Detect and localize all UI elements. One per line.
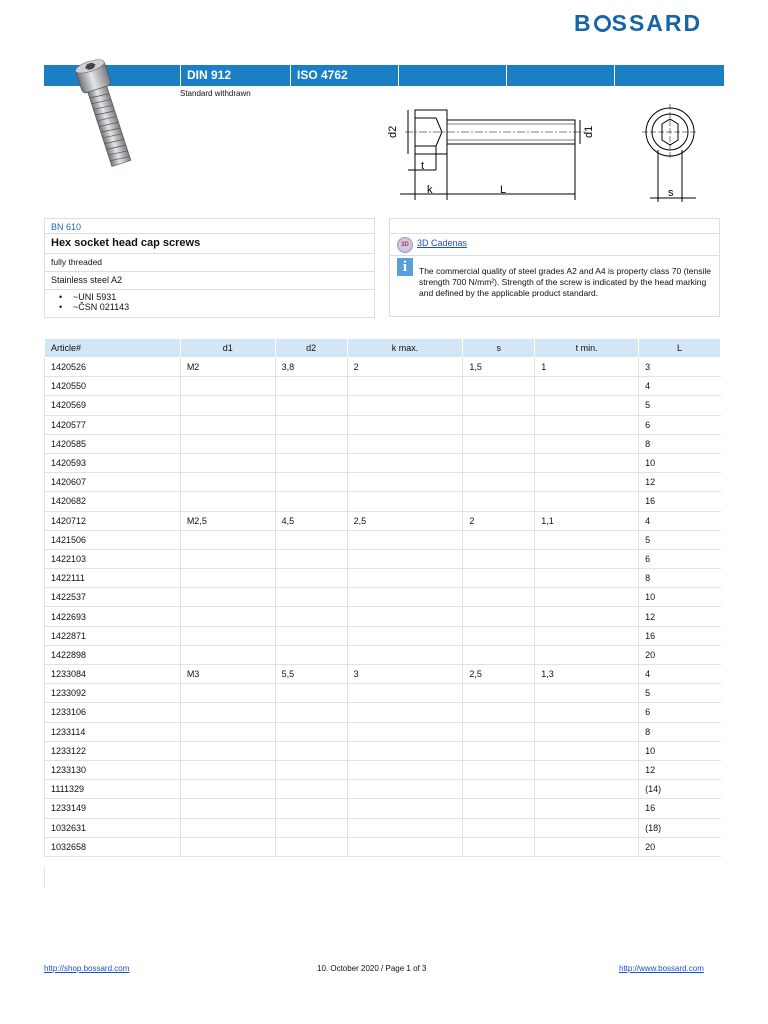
cell-d2 — [275, 626, 347, 645]
bn-number: BN 610 — [44, 218, 375, 234]
cell-L: 8 — [639, 569, 721, 588]
cell-d1: M2,5 — [180, 511, 275, 530]
table-tail — [44, 867, 45, 887]
cell-article: 1233149 — [45, 799, 181, 818]
cell-d2: 5,5 — [275, 665, 347, 684]
cell-article: 1420569 — [45, 396, 181, 415]
cell-d1 — [180, 377, 275, 396]
cell-d2 — [275, 684, 347, 703]
table-row — [45, 684, 721, 703]
table-row — [45, 569, 721, 588]
cell-L: 16 — [639, 799, 721, 818]
cell-s — [463, 703, 535, 722]
cell-k — [347, 569, 463, 588]
cell-L: 10 — [639, 453, 721, 472]
cell-d1: M3 — [180, 665, 275, 684]
cell-t — [535, 837, 639, 856]
cell-t: 1,3 — [535, 665, 639, 684]
cell-t — [535, 530, 639, 549]
col-header-s: s — [463, 339, 535, 358]
technical-drawing — [380, 100, 710, 206]
cell-article: 1111329 — [45, 780, 181, 799]
col-header-k: k max. — [347, 339, 463, 358]
material: Stainless steel A2 — [44, 272, 375, 290]
cell-L: (18) — [639, 818, 721, 837]
cell-k — [347, 780, 463, 799]
cell-s — [463, 741, 535, 760]
cell-L: 4 — [639, 665, 721, 684]
table-row — [45, 511, 721, 530]
cell-k — [347, 645, 463, 664]
cell-d1 — [180, 741, 275, 760]
cell-k: 2 — [347, 358, 463, 377]
cell-L: 8 — [639, 434, 721, 453]
cell-d1 — [180, 569, 275, 588]
empty-cell-3 — [614, 65, 724, 86]
cell-article: 1421506 — [45, 530, 181, 549]
cell-L: 5 — [639, 684, 721, 703]
table-row — [45, 358, 721, 377]
cell-s — [463, 588, 535, 607]
din-cell: DIN 912 — [180, 65, 290, 86]
table-row — [45, 588, 721, 607]
table-row — [45, 492, 721, 511]
cell-article: 1422871 — [45, 626, 181, 645]
article-table — [44, 338, 721, 857]
col-header-t: t min. — [535, 339, 639, 358]
cell-d1 — [180, 530, 275, 549]
cell-d1 — [180, 760, 275, 779]
shop-link[interactable]: http://shop.bossard.com — [44, 964, 130, 973]
cell-L: 8 — [639, 722, 721, 741]
cell-t — [535, 645, 639, 664]
cell-t — [535, 818, 639, 837]
cell-s — [463, 684, 535, 703]
table-row — [45, 799, 721, 818]
cell-d1 — [180, 453, 275, 472]
cell-s — [463, 434, 535, 453]
cell-L: 4 — [639, 511, 721, 530]
cell-d1 — [180, 626, 275, 645]
table-row — [45, 626, 721, 645]
cell-s — [463, 780, 535, 799]
cell-k — [347, 703, 463, 722]
cadenas-row — [389, 234, 720, 256]
cell-article: 1032658 — [45, 837, 181, 856]
website-link[interactable]: http://www.bossard.com — [619, 964, 704, 973]
table-row — [45, 645, 721, 664]
table-body — [45, 358, 721, 857]
cell-s — [463, 569, 535, 588]
cell-L: 20 — [639, 645, 721, 664]
cell-k — [347, 434, 463, 453]
cell-d1 — [180, 607, 275, 626]
cell-d2: 3,8 — [275, 358, 347, 377]
cell-t — [535, 780, 639, 799]
cell-d2 — [275, 434, 347, 453]
cell-d1 — [180, 780, 275, 799]
cell-d2 — [275, 588, 347, 607]
cell-article: 1420526 — [45, 358, 181, 377]
cell-s — [463, 492, 535, 511]
cell-d2 — [275, 396, 347, 415]
cell-d2 — [275, 722, 347, 741]
cell-t — [535, 415, 639, 434]
table-row — [45, 434, 721, 453]
cell-article: 1233122 — [45, 741, 181, 760]
cell-s — [463, 626, 535, 645]
cell-k — [347, 799, 463, 818]
cell-s — [463, 377, 535, 396]
table-row — [45, 415, 721, 434]
cell-s — [463, 530, 535, 549]
cell-s: 1,5 — [463, 358, 535, 377]
cell-article: 1422111 — [45, 569, 181, 588]
cell-s — [463, 818, 535, 837]
cell-L: 12 — [639, 473, 721, 492]
cell-s — [463, 722, 535, 741]
cell-L: 6 — [639, 549, 721, 568]
cell-d2 — [275, 741, 347, 760]
cell-k — [347, 741, 463, 760]
cell-t — [535, 607, 639, 626]
cell-k — [347, 684, 463, 703]
info-icon: i — [397, 258, 413, 276]
cell-d2 — [275, 780, 347, 799]
norm-item: • ~UNI 5931 — [51, 292, 368, 302]
cell-d2 — [275, 492, 347, 511]
cell-t — [535, 588, 639, 607]
cell-k — [347, 530, 463, 549]
norm-item: • ~ČSN 021143 — [51, 302, 368, 312]
cell-article: 1233092 — [45, 684, 181, 703]
table-row — [45, 741, 721, 760]
cadenas-3d-icon[interactable]: 3D — [397, 237, 413, 253]
cell-t — [535, 684, 639, 703]
cell-L: 6 — [639, 703, 721, 722]
cell-d1: M2 — [180, 358, 275, 377]
cell-article: 1233106 — [45, 703, 181, 722]
cell-article: 1422693 — [45, 607, 181, 626]
cell-article: 1420550 — [45, 377, 181, 396]
cell-s — [463, 760, 535, 779]
cell-L: 5 — [639, 530, 721, 549]
info-text: The commercial quality of steel grades A2 and A4 is property class 70 (tensile strength 700 N/mm²). Strength of the screw is indicated by the head marking and defined by the applicable product standard. — [419, 266, 711, 298]
cell-d1 — [180, 492, 275, 511]
cell-t — [535, 722, 639, 741]
cell-t: 1 — [535, 358, 639, 377]
cell-d2 — [275, 837, 347, 856]
cell-s — [463, 473, 535, 492]
cell-d2 — [275, 818, 347, 837]
info-row — [389, 256, 720, 317]
table-row — [45, 607, 721, 626]
thread-type: fully threaded — [44, 254, 375, 272]
cell-L: 16 — [639, 626, 721, 645]
bossard-logo: B SSARD — [574, 10, 703, 36]
cell-s — [463, 453, 535, 472]
cell-d2 — [275, 549, 347, 568]
cell-d2 — [275, 473, 347, 492]
table-row — [45, 665, 721, 684]
cell-d2 — [275, 377, 347, 396]
cell-t — [535, 799, 639, 818]
cell-d1 — [180, 722, 275, 741]
cell-L: 4 — [639, 377, 721, 396]
cell-t — [535, 396, 639, 415]
cell-k — [347, 415, 463, 434]
cell-d1 — [180, 396, 275, 415]
cell-d1 — [180, 837, 275, 856]
cell-t — [535, 569, 639, 588]
table-row — [45, 473, 721, 492]
cell-L: 6 — [639, 415, 721, 434]
cell-s: 2,5 — [463, 665, 535, 684]
cadenas-link[interactable]: 3D Cadenas — [417, 238, 468, 248]
cell-k — [347, 760, 463, 779]
cell-d2 — [275, 799, 347, 818]
cell-t — [535, 626, 639, 645]
cell-L: 20 — [639, 837, 721, 856]
cell-k — [347, 626, 463, 645]
col-header-d1: d1 — [180, 339, 275, 358]
cell-d1 — [180, 645, 275, 664]
screw-photo — [60, 56, 150, 171]
col-header-L: L — [639, 339, 721, 358]
cell-L: 10 — [639, 741, 721, 760]
cell-s: 2 — [463, 511, 535, 530]
footer-right — [619, 964, 704, 973]
cell-k — [347, 588, 463, 607]
cell-s — [463, 415, 535, 434]
cell-t — [535, 492, 639, 511]
d1-label: d1 — [583, 125, 595, 138]
cell-L: 10 — [639, 588, 721, 607]
cell-d1 — [180, 684, 275, 703]
cell-article: 1420577 — [45, 415, 181, 434]
cell-s — [463, 799, 535, 818]
cell-article: 1233084 — [45, 665, 181, 684]
cell-article: 1422537 — [45, 588, 181, 607]
cell-d2 — [275, 530, 347, 549]
cell-d2 — [275, 453, 347, 472]
cell-L: 12 — [639, 607, 721, 626]
cell-d1 — [180, 473, 275, 492]
standard-withdrawn-note: Standard withdrawn — [180, 89, 251, 98]
L-label: L — [500, 184, 507, 196]
cell-article: 1233114 — [45, 722, 181, 741]
cell-t — [535, 377, 639, 396]
cell-article: 1420593 — [45, 453, 181, 472]
cell-d1 — [180, 434, 275, 453]
cell-s — [463, 549, 535, 568]
cell-d2: 4,5 — [275, 511, 347, 530]
cell-d2 — [275, 645, 347, 664]
table-row — [45, 837, 721, 856]
cell-d1 — [180, 818, 275, 837]
cell-article: 1422103 — [45, 549, 181, 568]
cell-k — [347, 473, 463, 492]
cell-d1 — [180, 588, 275, 607]
cell-t — [535, 453, 639, 472]
cell-d1 — [180, 799, 275, 818]
col-header-article: Article# — [45, 339, 181, 358]
cell-k — [347, 492, 463, 511]
cell-d1 — [180, 415, 275, 434]
table-row — [45, 453, 721, 472]
cell-d2 — [275, 607, 347, 626]
table-row — [45, 780, 721, 799]
cell-L: (14) — [639, 780, 721, 799]
table-row — [45, 818, 721, 837]
empty-cell-1 — [398, 65, 506, 86]
cell-s — [463, 607, 535, 626]
cell-d2 — [275, 703, 347, 722]
cell-t — [535, 703, 639, 722]
cell-k — [347, 377, 463, 396]
cell-article: 1420607 — [45, 473, 181, 492]
cell-article: 1422898 — [45, 645, 181, 664]
table-row — [45, 396, 721, 415]
cell-L: 5 — [639, 396, 721, 415]
cell-article: 1420682 — [45, 492, 181, 511]
cell-s — [463, 645, 535, 664]
table-row — [45, 703, 721, 722]
iso-cell: ISO 4762 — [290, 65, 398, 86]
cell-s — [463, 396, 535, 415]
cell-t — [535, 549, 639, 568]
cell-t — [535, 434, 639, 453]
cell-d2 — [275, 569, 347, 588]
cell-k — [347, 396, 463, 415]
cell-d1 — [180, 703, 275, 722]
footer-left — [44, 964, 129, 973]
d2-label: d2 — [387, 125, 399, 138]
table-row — [45, 377, 721, 396]
cell-k — [347, 453, 463, 472]
footer-page-info: 10. October 2020 / Page 1 of 3 — [317, 964, 427, 973]
cell-d2 — [275, 415, 347, 434]
norms-list — [44, 290, 375, 318]
t-label: t — [421, 160, 425, 172]
col-header-d2: d2 — [275, 339, 347, 358]
cell-article: 1233130 — [45, 760, 181, 779]
cell-article: 1420585 — [45, 434, 181, 453]
cell-t — [535, 473, 639, 492]
cell-s — [463, 837, 535, 856]
k-label: k — [427, 184, 433, 196]
table-header-row — [45, 339, 721, 358]
empty-cell-2 — [506, 65, 614, 86]
table-row — [45, 549, 721, 568]
table-row — [45, 760, 721, 779]
cell-k — [347, 818, 463, 837]
right-info-top — [389, 218, 720, 234]
cell-L: 12 — [639, 760, 721, 779]
cell-d2 — [275, 760, 347, 779]
cell-k — [347, 722, 463, 741]
product-title: Hex socket head cap screws — [44, 234, 375, 254]
cell-L: 16 — [639, 492, 721, 511]
s-label: s — [668, 187, 674, 199]
cell-k: 2,5 — [347, 511, 463, 530]
table-row — [45, 722, 721, 741]
cell-k — [347, 837, 463, 856]
table-row — [45, 530, 721, 549]
cell-k: 3 — [347, 665, 463, 684]
cell-L: 3 — [639, 358, 721, 377]
cell-article: 1420712 — [45, 511, 181, 530]
cell-t: 1,1 — [535, 511, 639, 530]
cell-t — [535, 741, 639, 760]
cell-d1 — [180, 549, 275, 568]
cell-article: 1032631 — [45, 818, 181, 837]
cell-k — [347, 549, 463, 568]
cell-t — [535, 760, 639, 779]
cell-k — [347, 607, 463, 626]
